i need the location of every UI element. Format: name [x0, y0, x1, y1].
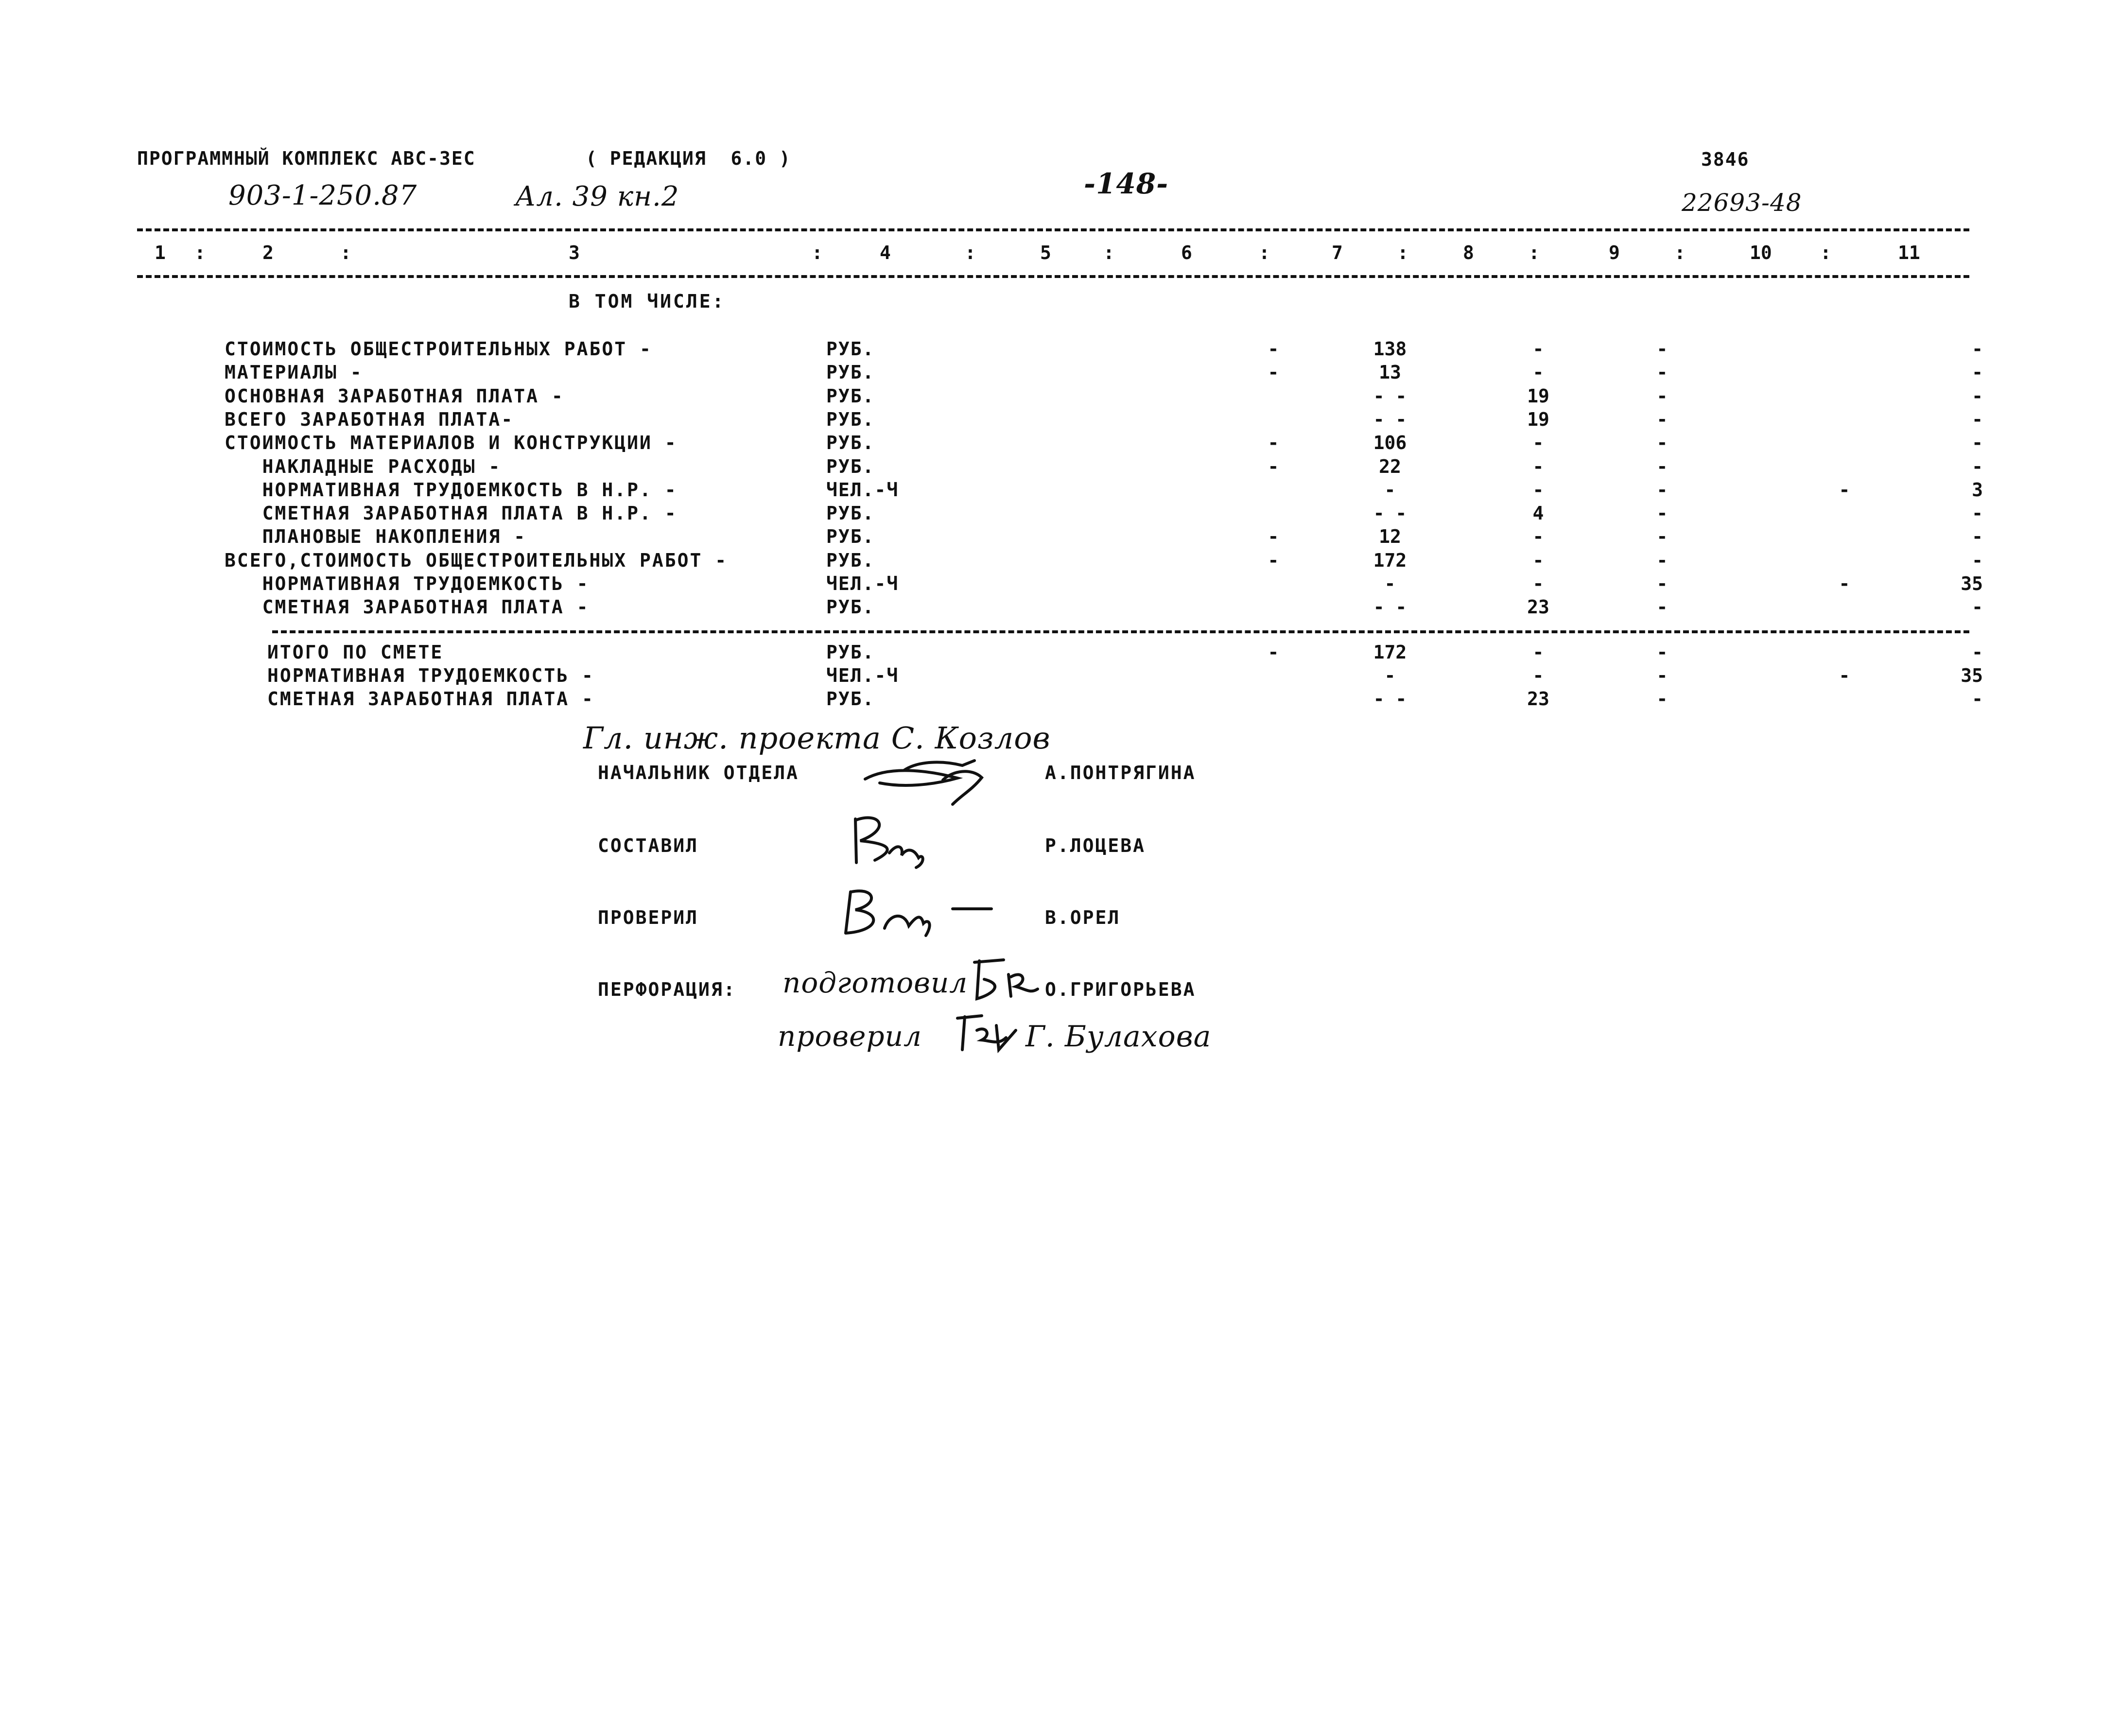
cell-col-7: - - [1373, 408, 1407, 430]
cell-col-9: - [1656, 408, 1668, 430]
cell-col-7: - - [1373, 385, 1407, 407]
header-top-rule [137, 228, 1969, 231]
cell-col-9: - [1656, 526, 1668, 548]
cell-col-9: - [1656, 432, 1668, 454]
column-separator: : [1259, 242, 1270, 263]
cell-col-10: - [1839, 573, 1850, 594]
section-title: В ТОМ ЧИСЛЕ: [569, 291, 726, 312]
row-unit: РУБ. [826, 688, 875, 710]
row-label: МАТЕРИАЛЫ - [225, 362, 363, 383]
column-separator: : [340, 242, 351, 263]
header-bottom-rule [137, 275, 1969, 278]
cell-col-9: - [1656, 503, 1668, 524]
row-unit: РУБ. [826, 408, 875, 430]
cell-col-11: - [1972, 362, 1983, 383]
cell-col-8: - [1532, 338, 1544, 360]
row-unit: ЧЕЛ.-Ч [826, 665, 899, 686]
project-code: 903-1-250.87 [228, 180, 417, 211]
cell-col-8: - [1532, 455, 1544, 477]
perforation-prepared-signature [970, 955, 1043, 1004]
column-separator: : [1103, 242, 1114, 263]
row-unit: РУБ. [826, 385, 875, 407]
perforation-checked-name: Г. Булахова [1025, 1020, 1212, 1054]
cell-col-7: - [1384, 665, 1396, 686]
row-label: СМЕТНАЯ ЗАРАБОТНАЯ ПЛАТА В Н.Р. - [225, 503, 678, 524]
perforation-prepared-text: подготовил [782, 966, 968, 999]
head-of-department-signature [860, 751, 1006, 809]
cell-col-11: - [1972, 688, 1983, 710]
estimate-row [0, 455, 2120, 478]
cell-col-9: - [1656, 362, 1668, 383]
perforation-checked-signature [953, 1011, 1021, 1055]
cell-col-8: 23 [1527, 688, 1549, 710]
cell-col-7: 106 [1373, 432, 1407, 454]
total-row [0, 641, 2120, 664]
page-number: -148- [1084, 167, 1169, 200]
cell-col-11: - [1972, 385, 1983, 407]
column-number-3: 3 [569, 242, 580, 263]
row-unit: РУБ. [826, 432, 875, 454]
cell-col-7: 172 [1373, 549, 1407, 571]
cell-col-9: - [1656, 642, 1668, 663]
inventory-number: 22693-48 [1682, 189, 1802, 217]
cell-col-8: 19 [1527, 408, 1549, 430]
estimate-row [0, 431, 2120, 454]
column-number-8: 8 [1463, 242, 1474, 263]
cell-col-9: - [1656, 549, 1668, 571]
cell-col-8: - [1532, 479, 1544, 501]
cell-col-11: - [1972, 408, 1983, 430]
cell-col-8: - [1532, 432, 1544, 454]
perforation-checked-text: проверил [778, 1020, 922, 1053]
cell-col-7: - - [1373, 596, 1407, 618]
column-separator: : [965, 242, 976, 263]
row-label: СТОИМОСТЬ МАТЕРИАЛОВ И КОНСТРУКЦИИ - [225, 432, 678, 454]
chief-engineer-signature-text: Гл. инж. проекта С. Козлов [583, 720, 1051, 756]
cell-col-6: - [1268, 526, 1279, 548]
estimate-row [0, 549, 2120, 572]
cell-col-11: 35 [1961, 573, 1983, 594]
column-separator: : [812, 242, 823, 263]
cell-col-6: - [1268, 455, 1279, 477]
row-unit: РУБ. [826, 642, 875, 663]
estimate-row [0, 572, 2120, 595]
estimate-row [0, 361, 2120, 384]
estimate-row [0, 595, 2120, 619]
compiled-by-name: Р.ЛОЦЕВА [1045, 835, 1146, 856]
column-number-5: 5 [1040, 242, 1051, 263]
cell-col-9: - [1656, 573, 1668, 594]
column-number-6: 6 [1181, 242, 1192, 263]
column-number-1: 1 [155, 242, 166, 263]
cell-col-8: 19 [1527, 385, 1549, 407]
cell-col-7: 138 [1373, 338, 1407, 360]
document-number: 3846 [1701, 149, 1750, 170]
row-label: НОРМАТИВНАЯ ТРУДОЕМКОСТЬ - [225, 573, 590, 594]
total-row [0, 664, 2120, 687]
cell-col-8: - [1532, 642, 1544, 663]
cell-col-9: - [1656, 688, 1668, 710]
cell-col-7: 172 [1373, 642, 1407, 663]
row-label: НАКЛАДНЫЕ РАСХОДЫ - [225, 455, 502, 477]
compiled-by-label: СОСТАВИЛ [598, 835, 699, 856]
row-unit: ЧЕЛ.-Ч [826, 573, 899, 594]
cell-col-7: 22 [1379, 455, 1401, 477]
row-label: ВСЕГО ЗАРАБОТНАЯ ПЛАТА- [225, 408, 514, 430]
row-unit: РУБ. [826, 526, 875, 548]
cell-col-6: - [1268, 362, 1279, 383]
cell-col-8: 23 [1527, 596, 1549, 618]
row-unit: РУБ. [826, 362, 875, 383]
cell-col-9: - [1656, 338, 1668, 360]
cell-col-10: - [1839, 479, 1850, 501]
cell-col-8: - [1532, 549, 1544, 571]
row-label: СТОИМОСТЬ ОБЩЕСТРОИТЕЛЬНЫХ РАБОТ - [225, 338, 652, 360]
album-reference: Ал. 39 кн.2 [515, 181, 679, 212]
cell-col-11: - [1972, 455, 1983, 477]
row-label: ВСЕГО,СТОИМОСТЬ ОБЩЕСТРОИТЕЛЬНЫХ РАБОТ - [225, 549, 728, 571]
cell-col-11: - [1972, 526, 1983, 548]
column-separator: : [1820, 242, 1831, 263]
cell-col-8: - [1532, 665, 1544, 686]
cell-col-9: - [1656, 596, 1668, 618]
total-row [0, 687, 2120, 711]
column-number-7: 7 [1332, 242, 1343, 263]
cell-col-7: - [1384, 479, 1396, 501]
cell-col-8: - [1532, 526, 1544, 548]
cell-col-6: - [1268, 432, 1279, 454]
cell-col-10: - [1839, 665, 1850, 686]
column-number-10: 10 [1750, 242, 1772, 263]
cell-col-11: - [1972, 549, 1983, 571]
estimate-row [0, 525, 2120, 548]
estimate-row [0, 408, 2120, 431]
cell-col-7: - - [1373, 688, 1407, 710]
cell-col-6: - [1268, 338, 1279, 360]
cell-col-8: - [1532, 573, 1544, 594]
estimate-row [0, 337, 2120, 361]
cell-col-7: - [1384, 573, 1396, 594]
perforation-prepared-name: О.ГРИГОРЬЕВА [1045, 979, 1196, 1000]
column-number-11: 11 [1898, 242, 1920, 263]
row-label: СМЕТНАЯ ЗАРАБОТНАЯ ПЛАТА - [225, 596, 590, 618]
cell-col-9: - [1656, 479, 1668, 501]
row-unit: РУБ. [826, 455, 875, 477]
row-unit: ЧЕЛ.-Ч [826, 479, 899, 501]
row-label: НОРМАТИВНАЯ ТРУДОЕМКОСТЬ В Н.Р. - [225, 479, 678, 501]
cell-col-11: - [1972, 503, 1983, 524]
cell-col-11: 3 [1972, 479, 1983, 501]
row-unit: РУБ. [826, 503, 875, 524]
head-of-department-label: НАЧАЛЬНИК ОТДЕЛА [598, 762, 799, 783]
cell-col-9: - [1656, 385, 1668, 407]
cell-col-11: - [1972, 596, 1983, 618]
head-of-department-name: А.ПОНТРЯГИНА [1045, 762, 1196, 783]
row-label: ИТОГО ПО СМЕТЕ [267, 642, 444, 663]
cell-col-8: - [1532, 362, 1544, 383]
row-unit: РУБ. [826, 596, 875, 618]
cell-col-11: - [1972, 432, 1983, 454]
column-separator: : [1674, 242, 1686, 263]
checked-by-signature [836, 885, 1001, 938]
column-separator: : [194, 242, 206, 263]
checked-by-name: В.ОРЕЛ [1045, 907, 1121, 928]
cell-col-7: 13 [1379, 362, 1401, 383]
cell-col-6: - [1268, 549, 1279, 571]
column-number-9: 9 [1609, 242, 1620, 263]
row-unit: РУБ. [826, 549, 875, 571]
edition-label: ( РЕДАКЦИЯ 6.0 ) [586, 148, 791, 169]
row-label: НОРМАТИВНАЯ ТРУДОЕМКОСТЬ - [267, 665, 594, 686]
column-number-4: 4 [880, 242, 891, 263]
cell-col-8: 4 [1532, 503, 1544, 524]
perforation-label: ПЕРФОРАЦИЯ: [598, 979, 736, 1000]
cell-col-11: 35 [1961, 665, 1983, 686]
column-separator: : [1529, 242, 1540, 263]
column-number-2: 2 [262, 242, 274, 263]
program-title: ПРОГРАММНЫЙ КОМПЛЕКС АВС-ЗЕС [137, 148, 476, 169]
row-label: ОСНОВНАЯ ЗАРАБОТНАЯ ПЛАТА - [225, 385, 564, 407]
estimate-row [0, 502, 2120, 525]
row-label: ПЛАНОВЫЕ НАКОПЛЕНИЯ - [225, 526, 527, 548]
cell-col-7: 12 [1379, 526, 1401, 548]
cell-col-9: - [1656, 665, 1668, 686]
estimate-row [0, 384, 2120, 408]
compiled-by-signature [846, 809, 933, 872]
cell-col-11: - [1972, 642, 1983, 663]
checked-by-label: ПРОВЕРИЛ [598, 907, 699, 928]
column-separator: : [1397, 242, 1408, 263]
cell-col-6: - [1268, 642, 1279, 663]
cell-col-11: - [1972, 338, 1983, 360]
cell-col-9: - [1656, 455, 1668, 477]
estimate-row [0, 478, 2120, 502]
row-unit: РУБ. [826, 338, 875, 360]
row-label: СМЕТНАЯ ЗАРАБОТНАЯ ПЛАТА - [267, 688, 594, 710]
cell-col-7: - - [1373, 503, 1407, 524]
totals-rule [272, 630, 1969, 633]
